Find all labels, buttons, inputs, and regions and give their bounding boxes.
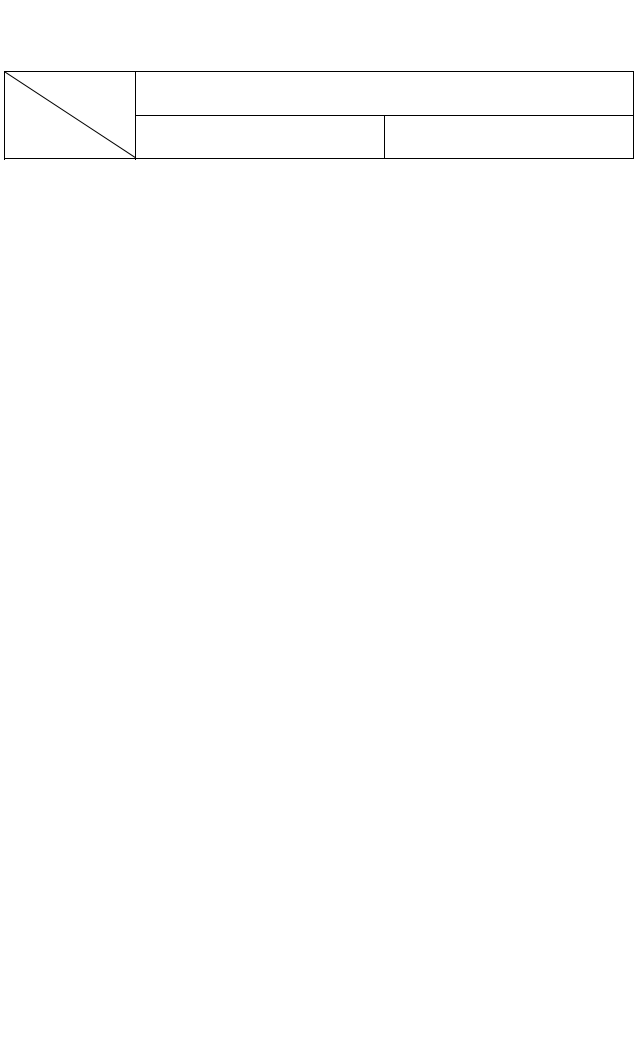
units-legend [470,6,520,72]
region-header [135,72,633,116]
cattle-price-table [4,71,634,159]
female-header [135,115,385,159]
castrated-header [385,115,634,159]
row-col-header-cell [5,72,136,159]
diagonal-line [5,72,135,158]
